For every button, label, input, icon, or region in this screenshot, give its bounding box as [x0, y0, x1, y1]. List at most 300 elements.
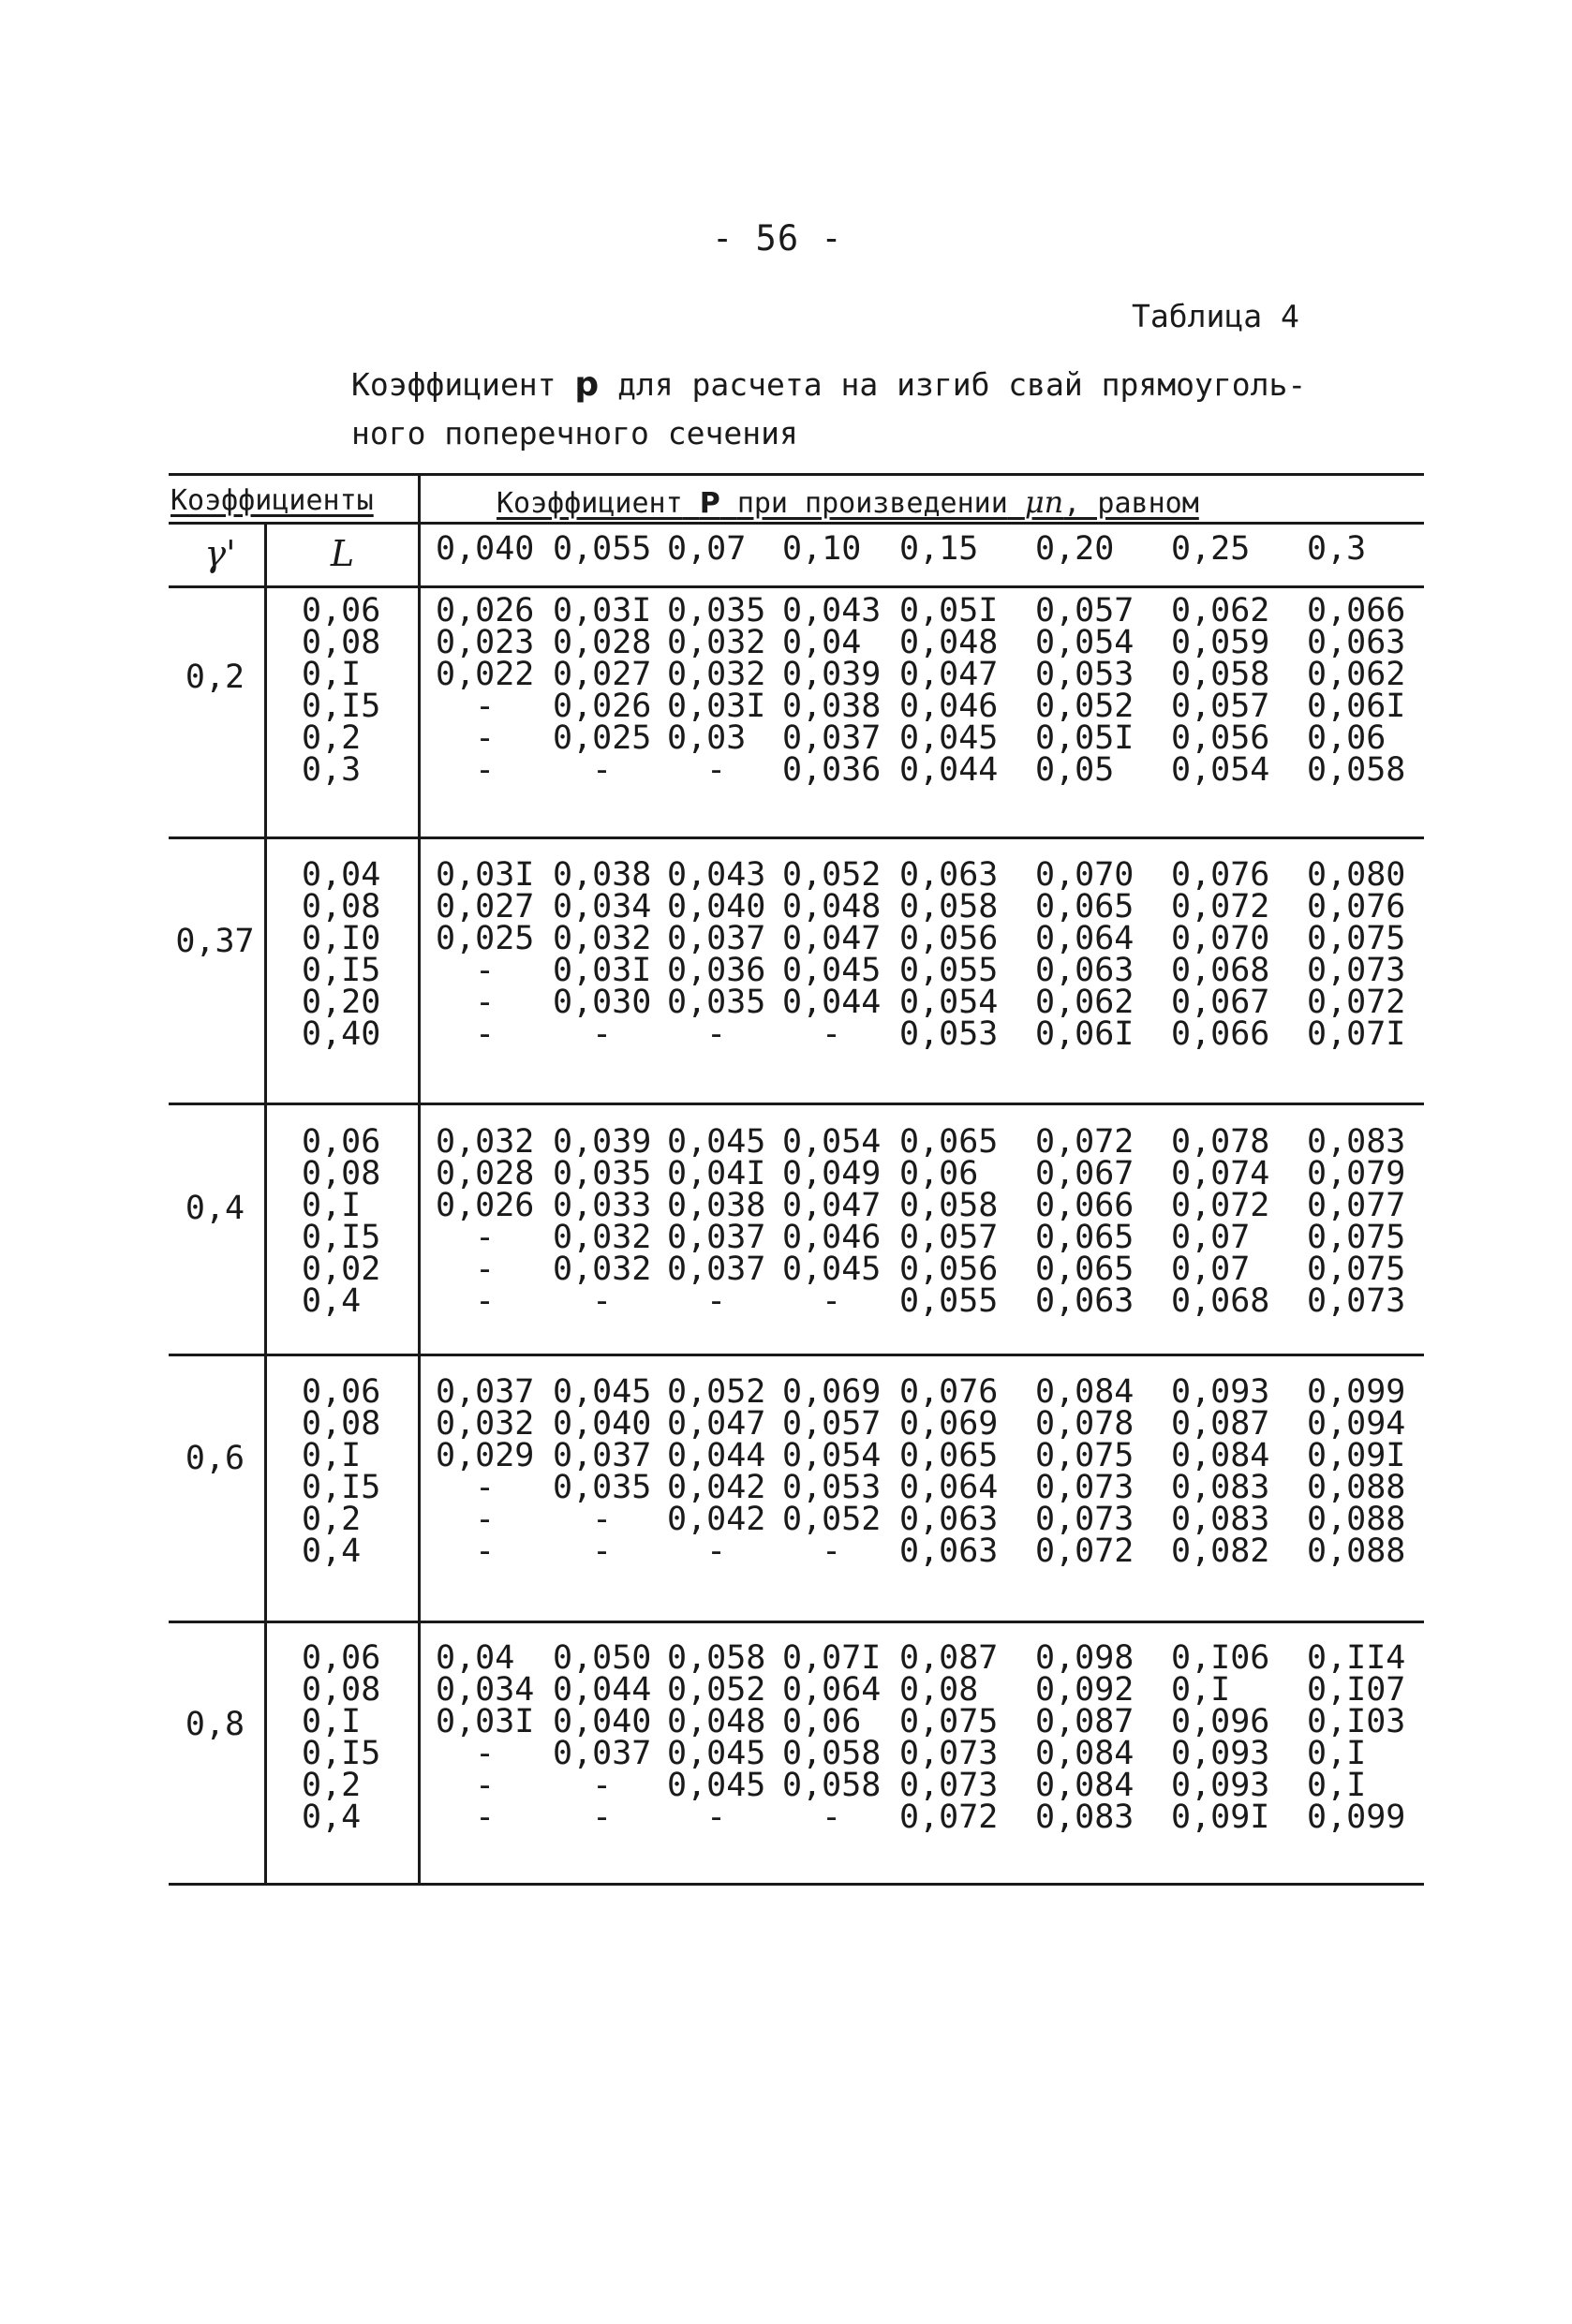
p-value: 0,032	[667, 656, 766, 693]
p-value: 0,036	[782, 751, 882, 789]
p-value: -	[706, 751, 727, 789]
p-value: -	[475, 984, 496, 1021]
l-value: 0,08	[302, 1405, 381, 1443]
p-value: 0,026	[436, 592, 535, 629]
header-coefficient-p	[497, 484, 1199, 520]
p-value: 0,058	[899, 888, 999, 925]
p-value: 0,083	[1171, 1501, 1270, 1538]
l-value: 0,I	[302, 1703, 362, 1740]
p-value: 0,032	[436, 1405, 535, 1443]
p-value: 0,032	[553, 1251, 652, 1288]
p-value: 0,074	[1171, 1155, 1270, 1192]
p-value: 0,065	[899, 1437, 999, 1474]
p-value: 0,093	[1171, 1735, 1270, 1772]
p-value: 0,057	[899, 1219, 999, 1256]
p-value: 0,076	[1171, 856, 1270, 894]
p-value: 0,06	[1307, 719, 1387, 757]
p-value: -	[822, 1532, 842, 1570]
p-value: 0,068	[1171, 1282, 1270, 1320]
p-value: -	[475, 1251, 496, 1288]
p-value: -	[475, 751, 496, 789]
p-value: -	[475, 1469, 496, 1506]
p-value: 0,088	[1307, 1469, 1406, 1506]
l-value: 0,I5	[302, 688, 381, 725]
p-value: 0,063	[1307, 624, 1406, 661]
p-value: 0,073	[1035, 1469, 1135, 1506]
p-values-column	[553, 856, 656, 1053]
p-value: -	[822, 1282, 842, 1320]
p-value: -	[475, 1015, 496, 1053]
p-value: 0,I07	[1307, 1671, 1406, 1709]
l-value: 0,2	[302, 1767, 362, 1804]
gamma-value: 0,37	[175, 923, 255, 960]
p-values-column	[436, 1639, 539, 1836]
p-value: 0,06	[899, 1155, 979, 1192]
p-value: 0,05I	[1035, 719, 1135, 757]
p-value: 0,054	[899, 984, 999, 1021]
p-values-column	[1171, 1123, 1274, 1320]
p-values-column	[553, 592, 656, 789]
p-value: 0,03I	[553, 952, 652, 989]
title-suffix: для расчета на изгиб свай прямоуголь-	[617, 366, 1307, 403]
coef-middle: при произведении	[736, 487, 1008, 520]
p-values-column	[1035, 1123, 1138, 1320]
p-value: -	[592, 751, 613, 789]
p-value: 0,025	[553, 719, 652, 757]
header-rule-1	[169, 522, 1424, 525]
p-value: 0,067	[1171, 984, 1270, 1021]
p-value: 0,063	[899, 1501, 999, 1538]
p-value: 0,078	[1035, 1405, 1135, 1443]
p-value: 0,063	[1035, 952, 1135, 989]
coef-symbol: P	[699, 487, 720, 520]
p-value: 0,038	[782, 688, 882, 725]
gamma-value: 0,8	[185, 1706, 245, 1743]
p-values-column	[1307, 592, 1410, 789]
p-value: 0,035	[667, 984, 766, 1021]
l-value: 0,4	[302, 1282, 362, 1320]
p-value: 0,038	[667, 1187, 766, 1224]
l-value: 0,04	[302, 856, 381, 894]
group-rule-1	[169, 836, 1424, 839]
p-value: 0,032	[667, 624, 766, 661]
p-value: 0,034	[436, 1671, 535, 1709]
p-values-column	[899, 1639, 1002, 1836]
p-value: 0,073	[1035, 1501, 1135, 1538]
p-value: -	[475, 1532, 496, 1570]
p-value: 0,063	[1035, 1282, 1135, 1320]
l-value: 0,06	[302, 592, 381, 629]
p-value: 0,047	[899, 656, 999, 693]
l-value: 0,08	[302, 1155, 381, 1192]
title-line2: ного поперечного сечения	[351, 415, 798, 451]
p-value: 0,038	[553, 856, 652, 894]
p-value: 0,062	[1035, 984, 1135, 1021]
p-value: 0,072	[1171, 1187, 1270, 1224]
p-values-column	[899, 856, 1002, 1053]
p-value: 0,07I	[1307, 1015, 1406, 1053]
p-value: 0,076	[899, 1373, 999, 1411]
p-value: 0,083	[1035, 1799, 1135, 1836]
p-value: 0,080	[1307, 856, 1406, 894]
p-value: 0,058	[782, 1735, 882, 1772]
p-value: 0,079	[1307, 1155, 1406, 1192]
p-values-column	[1307, 856, 1410, 1053]
p-value: 0,075	[899, 1703, 999, 1740]
p-value: 0,043	[667, 856, 766, 894]
p-value: 0,037	[553, 1437, 652, 1474]
header-coefficients: Коэффициенты	[171, 484, 374, 517]
p-values-column	[1307, 1123, 1410, 1320]
p-value: 0,062	[1171, 592, 1270, 629]
p-value: 0,052	[782, 1501, 882, 1538]
p-value: 0,036	[667, 952, 766, 989]
l-values	[302, 1123, 381, 1320]
p-value: 0,03I	[667, 688, 766, 725]
l-value: 0,3	[302, 751, 362, 789]
p-values-column	[553, 1639, 656, 1836]
p-value: 0,068	[1171, 952, 1270, 989]
p-values-column	[1307, 1373, 1410, 1570]
p-value: 0,066	[1307, 592, 1406, 629]
l-value: 0,2	[302, 719, 362, 757]
p-value: 0,I03	[1307, 1703, 1406, 1740]
l-value: 0,I5	[302, 1735, 381, 1772]
p-value: 0,069	[899, 1405, 999, 1443]
l-value: 0,4	[302, 1799, 362, 1836]
p-value: 0,052	[667, 1671, 766, 1709]
p-value: 0,072	[899, 1799, 999, 1836]
p-value: 0,055	[899, 952, 999, 989]
p-value: 0,II4	[1307, 1639, 1406, 1677]
p-value: 0,063	[899, 856, 999, 894]
coef-prefix: Коэффициент	[497, 487, 683, 520]
product-symbol: μn	[1024, 484, 1064, 520]
p-value: 0,058	[1171, 656, 1270, 693]
page-number: - 56 -	[712, 218, 843, 259]
p-value: 0,032	[553, 1219, 652, 1256]
p-value: 0,044	[553, 1671, 652, 1709]
l-value: 0,I5	[302, 952, 381, 989]
p-values-column	[1171, 856, 1274, 1053]
p-value: 0,052	[667, 1373, 766, 1411]
p-value: 0,I	[1307, 1735, 1367, 1772]
p-value: 0,048	[782, 888, 882, 925]
p-value: -	[592, 1532, 613, 1570]
p-value: 0,09I	[1307, 1437, 1406, 1474]
p-value: 0,084	[1035, 1735, 1135, 1772]
product-value: 0,10	[782, 530, 862, 568]
p-value: 0,067	[1035, 1155, 1135, 1192]
l-symbol: L	[330, 533, 355, 574]
p-value: 0,054	[1171, 751, 1270, 789]
p-value: 0,072	[1307, 984, 1406, 1021]
title-symbol: p	[574, 365, 600, 404]
p-value: 0,040	[667, 888, 766, 925]
p-value: 0,099	[1307, 1799, 1406, 1836]
p-value: 0,070	[1171, 920, 1270, 957]
p-value: 0,075	[1307, 1219, 1406, 1256]
p-value: 0,057	[1035, 592, 1135, 629]
p-value: 0,09I	[1171, 1799, 1270, 1836]
p-value: 0,058	[1307, 751, 1406, 789]
p-value: 0,027	[553, 656, 652, 693]
product-value: 0,15	[899, 530, 979, 568]
product-value: 0,20	[1035, 530, 1115, 568]
p-value: 0,087	[1171, 1405, 1270, 1443]
p-value: 0,077	[1307, 1187, 1406, 1224]
gamma-symbol: γ'	[204, 533, 236, 574]
p-value: 0,065	[899, 1123, 999, 1161]
p-value: 0,057	[1171, 688, 1270, 725]
l-value: 0,I	[302, 656, 362, 693]
p-value: 0,06I	[1307, 688, 1406, 725]
p-value: 0,088	[1307, 1501, 1406, 1538]
l-values	[302, 1639, 381, 1836]
p-values-column	[553, 1123, 656, 1320]
p-values-column	[553, 1373, 656, 1570]
p-value: -	[475, 688, 496, 725]
p-value: 0,037	[436, 1373, 535, 1411]
p-value: 0,070	[1035, 856, 1135, 894]
p-values-column	[782, 1639, 885, 1836]
l-value: 0,4	[302, 1532, 362, 1570]
p-values-column	[899, 1373, 1002, 1570]
p-values-column	[899, 1123, 1002, 1320]
gamma-value: 0,6	[185, 1440, 245, 1477]
p-value: 0,054	[1035, 624, 1135, 661]
p-value: 0,053	[899, 1015, 999, 1053]
header-gamma	[178, 533, 262, 574]
p-value: -	[592, 1767, 613, 1804]
p-value: 0,064	[782, 1671, 882, 1709]
p-value: 0,075	[1307, 920, 1406, 957]
title-prefix: Коэффициент	[351, 366, 556, 403]
p-value: 0,073	[1307, 1282, 1406, 1320]
p-value: 0,064	[1035, 920, 1135, 957]
p-value: 0,07	[1171, 1251, 1251, 1288]
p-value: 0,069	[782, 1373, 882, 1411]
p-value: 0,045	[667, 1735, 766, 1772]
p-value: 0,045	[667, 1123, 766, 1161]
p-value: -	[706, 1282, 727, 1320]
p-value: 0,035	[667, 592, 766, 629]
p-value: 0,088	[1307, 1532, 1406, 1570]
p-value: -	[822, 1799, 842, 1836]
product-value: 0,25	[1171, 530, 1251, 568]
header-rule-2	[169, 585, 1424, 588]
p-value: 0,065	[1035, 1219, 1135, 1256]
p-value: 0,049	[782, 1155, 882, 1192]
p-value: 0,04	[436, 1639, 515, 1677]
l-value: 0,I	[302, 1437, 362, 1474]
l-value: 0,08	[302, 1671, 381, 1709]
p-value: 0,03I	[436, 1703, 535, 1740]
p-value: 0,073	[899, 1735, 999, 1772]
l-value: 0,2	[302, 1501, 362, 1538]
p-value: 0,066	[1035, 1187, 1135, 1224]
group-rule-2	[169, 1103, 1424, 1105]
p-value: -	[822, 1015, 842, 1053]
p-value: 0,03	[667, 719, 747, 757]
p-value: 0,I06	[1171, 1639, 1270, 1677]
p-value: 0,050	[553, 1639, 652, 1677]
p-value: 0,055	[899, 1282, 999, 1320]
p-value: 0,037	[667, 1219, 766, 1256]
p-values-column	[436, 1123, 539, 1320]
p-value: 0,047	[782, 920, 882, 957]
p-value: 0,037	[667, 1251, 766, 1288]
p-value: 0,072	[1171, 888, 1270, 925]
table-title	[351, 361, 1429, 458]
p-value: 0,052	[782, 856, 882, 894]
p-values-column	[782, 592, 885, 789]
p-value: 0,047	[667, 1405, 766, 1443]
p-value: 0,093	[1171, 1767, 1270, 1804]
p-values-column	[1171, 592, 1274, 789]
p-values-column	[1035, 856, 1138, 1053]
p-value: 0,065	[1035, 888, 1135, 925]
l-value: 0,06	[302, 1373, 381, 1411]
header-l	[270, 533, 415, 574]
p-value: 0,087	[1035, 1703, 1135, 1740]
p-value: 0,056	[1171, 719, 1270, 757]
p-value: 0,092	[1035, 1671, 1135, 1709]
l-value: 0,08	[302, 888, 381, 925]
p-values-column	[1171, 1639, 1274, 1836]
p-value: 0,064	[899, 1469, 999, 1506]
gamma-value: 0,2	[185, 659, 245, 696]
p-values-column	[1035, 1639, 1138, 1836]
l-values	[302, 1373, 381, 1570]
p-value: 0,039	[782, 656, 882, 693]
p-value: 0,083	[1307, 1123, 1406, 1161]
p-value: 0,028	[436, 1155, 535, 1192]
p-value: 0,042	[667, 1501, 766, 1538]
p-value: 0,037	[667, 920, 766, 957]
table-top-rule	[169, 473, 1424, 476]
p-value: 0,075	[1035, 1437, 1135, 1474]
l-value: 0,06	[302, 1123, 381, 1161]
p-values-column	[1307, 1639, 1410, 1836]
p-value: 0,082	[1171, 1532, 1270, 1570]
p-value: -	[475, 952, 496, 989]
p-value: 0,032	[553, 920, 652, 957]
p-value: 0,048	[667, 1703, 766, 1740]
p-value: 0,033	[553, 1187, 652, 1224]
p-values-column	[1035, 592, 1138, 789]
l-value: 0,I0	[302, 920, 381, 957]
p-value: -	[475, 1282, 496, 1320]
p-value: 0,035	[553, 1155, 652, 1192]
p-value: 0,040	[553, 1405, 652, 1443]
l-value: 0,I5	[302, 1219, 381, 1256]
p-values-column	[1035, 1373, 1138, 1570]
p-value: -	[592, 1501, 613, 1538]
p-values-column	[667, 1373, 770, 1570]
p-value: 0,037	[553, 1735, 652, 1772]
p-value: 0,08	[899, 1671, 979, 1709]
p-value: 0,042	[667, 1469, 766, 1506]
l-value: 0,02	[302, 1251, 381, 1288]
p-value: -	[706, 1532, 727, 1570]
p-value: 0,048	[899, 624, 999, 661]
p-value: 0,045	[899, 719, 999, 757]
l-value: 0,40	[302, 1015, 381, 1053]
p-value: 0,063	[899, 1532, 999, 1570]
p-value: 0,084	[1171, 1437, 1270, 1474]
p-value: -	[592, 1282, 613, 1320]
l-values	[302, 856, 381, 1053]
p-values-column	[436, 856, 539, 1053]
p-value: 0,072	[1035, 1532, 1135, 1570]
p-value: 0,022	[436, 656, 535, 693]
p-value: 0,053	[1035, 656, 1135, 693]
p-value: 0,044	[667, 1437, 766, 1474]
p-value: 0,026	[553, 688, 652, 725]
p-values-column	[1171, 1373, 1274, 1570]
product-value: 0,055	[553, 530, 652, 568]
p-value: 0,056	[899, 920, 999, 957]
p-value: 0,098	[1035, 1639, 1135, 1677]
p-value: 0,062	[1307, 656, 1406, 693]
product-value: 0,3	[1307, 530, 1367, 568]
l-value: 0,I	[302, 1187, 362, 1224]
p-value: 0,034	[553, 888, 652, 925]
p-value: 0,07I	[782, 1639, 882, 1677]
l-value: 0,I5	[302, 1469, 381, 1506]
p-value: 0,044	[782, 984, 882, 1021]
p-values-column	[782, 856, 885, 1053]
p-value: 0,05	[1035, 751, 1115, 789]
p-value: -	[706, 1015, 727, 1053]
p-value: 0,084	[1035, 1373, 1135, 1411]
coefficient-column-divider	[418, 475, 421, 1884]
table-bottom-rule	[169, 1883, 1424, 1886]
p-value: 0,059	[1171, 624, 1270, 661]
p-values-column	[782, 1373, 885, 1570]
p-value: 0,066	[1171, 1015, 1270, 1053]
p-value: 0,058	[899, 1187, 999, 1224]
p-value: 0,078	[1171, 1123, 1270, 1161]
p-value: 0,035	[553, 1469, 652, 1506]
p-value: 0,053	[782, 1469, 882, 1506]
p-value: -	[475, 1735, 496, 1772]
p-value: -	[475, 1219, 496, 1256]
p-value: 0,044	[899, 751, 999, 789]
p-values-column	[667, 1123, 770, 1320]
l-value: 0,20	[302, 984, 381, 1021]
table-caption: Таблица 4	[1132, 298, 1299, 334]
product-value: 0,07	[667, 530, 747, 568]
p-value: 0,03I	[436, 856, 535, 894]
p-value: 0,043	[782, 592, 882, 629]
p-value: 0,I	[1307, 1767, 1367, 1804]
p-value: 0,065	[1035, 1251, 1135, 1288]
group-rule-3	[169, 1354, 1424, 1356]
p-value: 0,087	[899, 1639, 999, 1677]
p-value: 0,05I	[899, 592, 999, 629]
p-value: 0,099	[1307, 1373, 1406, 1411]
p-value: 0,046	[782, 1219, 882, 1256]
p-value: 0,058	[667, 1639, 766, 1677]
p-value: -	[592, 1799, 613, 1836]
p-value: 0,056	[899, 1251, 999, 1288]
p-value: -	[475, 1501, 496, 1538]
p-value: 0,029	[436, 1437, 535, 1474]
p-value: 0,06	[782, 1703, 862, 1740]
p-value: 0,037	[782, 719, 882, 757]
